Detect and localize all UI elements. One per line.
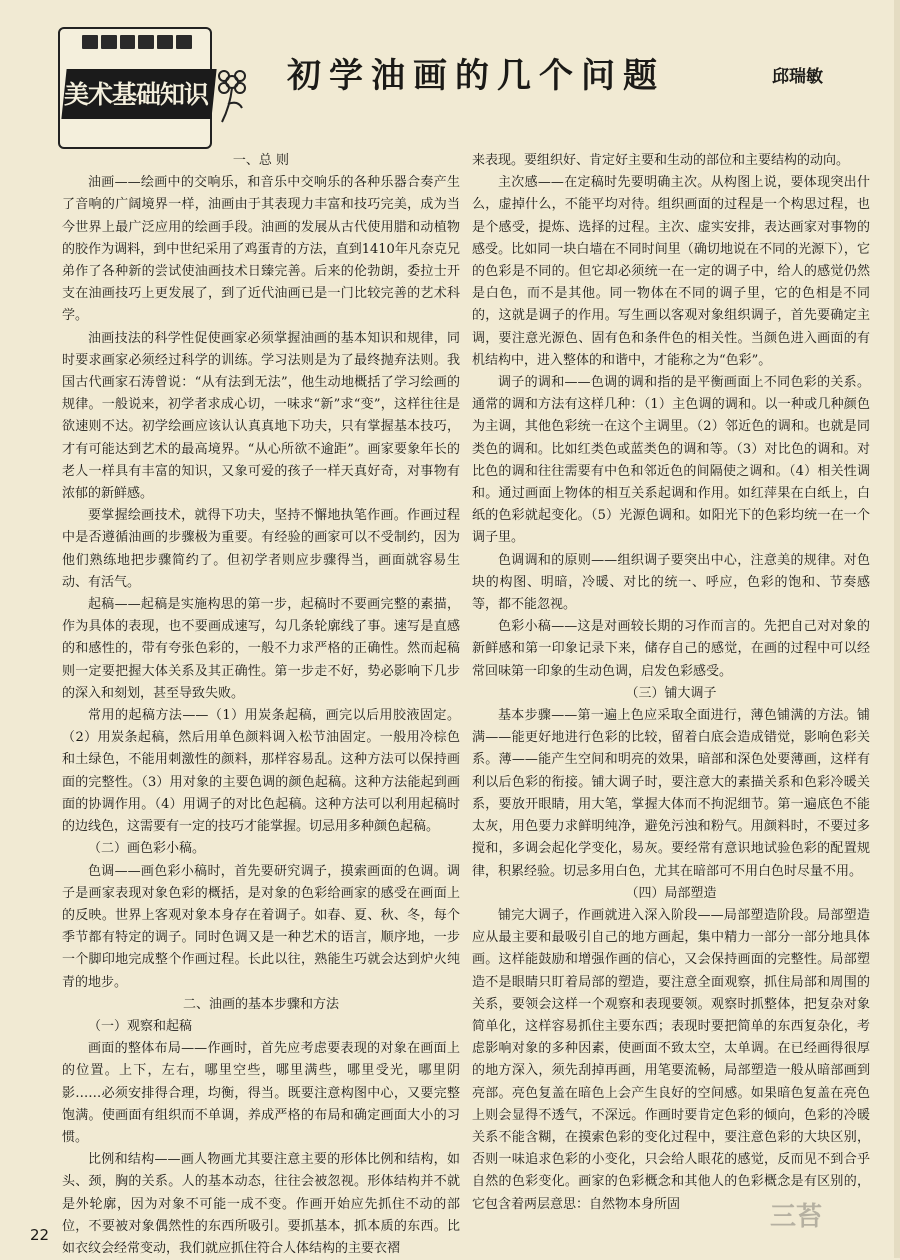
paragraph: 要掌握绘画技术，就得下功夫，坚持不懈地执笔作画。作画过程中是否遵循油画的步骤极为重要。有经验的画家可以不受制约，因为他们熟练地把步骤简约了。但初学者则应步骤得当，画面就容易生动、有活气。 [62, 508, 460, 590]
section-heading: （四）局部塑造 [625, 885, 717, 901]
paragraph: 色彩小稿——这是对画较长期的习作而言的。先把自己对对象的新鲜感和第一印象记录下来，储存自己的感觉，在画的过程中可以经常回味第一印象的生动色调，启发色彩感受。 [472, 619, 870, 679]
flower-icon [212, 66, 252, 126]
section-logo [58, 27, 212, 149]
section-heading: 一、总 则 [232, 153, 290, 168]
paragraph: 常用的起稿方法——（1）用炭条起稿，画完以后用胶液固定。（2）用炭条起稿，然后用单色颜料调入松节油固定。一般用冷棕色和土绿色，不能用刺激性的颜料，那样容易乱。这种方法可以保持画面的完整性。（3）用对象的主要色调的颜色起稿。这种方法能起到画面的协调作用。（4）用调子的对比色起稿。这种方法可以利用起稿时的边线色，这需要有一定的技巧才能掌握。切忌用多种颜色起稿。 [62, 708, 460, 835]
article-author: 邱瑞敏 [772, 67, 823, 87]
paragraph: 基本步骤——第一遍上色应采取全面进行，薄色铺满的方法。铺满——能更好地进行色彩的比较，留着白底会造成错觉，影响色彩关系。薄——能产生空间和明亮的效果，暗部和深色处要薄画，这样有利以后色彩的衔接。铺大调子时，要注意大的素描关系和色彩冷暖关系，要放开眼睛，用大笔，掌握大体而不拘泥细节。第一遍底色不能太灰，用色要力求鲜明纯净，避免污浊和粉气。用颜料时，不要过多搅和，多调会起化学变化，易灰。要经常有意识地试验色彩的配置规律，积累经验。切忌多用白色，尤其在暗部可不用白色时尽量不用。 [472, 708, 870, 879]
paragraph: （二）画色彩小稿。 [88, 841, 206, 857]
paragraph: 比例和结构——画人物画尤其要注意主要的形体比例和结构，如头、颈，胸的关系。人的基本动态，往往会被忽视。形体结构并不就是外轮廓，因为对象不可能一成不变。作画开始应先抓住不动的部位，不要被对象偶然性的东西所吸引。要抓基本，抓本质的东西。比如衣纹会经常变动，我们就应抓住符合人体结构的主要衣褶 [62, 1152, 460, 1256]
section-logo-text: 美术基础知识 [64, 80, 209, 109]
article-title: 初学油画的几个问题 [287, 56, 665, 96]
paragraph: 铺完大调子，作画就进入深入阶段——局部塑造阶段。局部塑造应从最主要和最吸引自己的地方画起，集中精力一部分一部分地具体画。这样能鼓励和增强作画的信心，又会保持画面的完整性。局部塑造不是眼睛只盯着局部的塑造，要注意全面观察，抓住局部和周围的关系，要领会这样一个观察和表现要领。观察时抓整体，把复杂对象简单化，这样容易抓住主要东西；表现时要把简单的东西复杂化，考虑影响对象的多种因素，使画面不致太空，太单调。在已经画得很厚的地方深入，须先刮掉再画，用笔要流畅，局部塑造一般从暗部画到亮部。亮色复盖在暗色上会产生良好的空间感。如果暗色复盖在亮色上则会显得不透气，不深远。作画时要肯定色彩的倾向，色彩的冷暖关系不能含糊，在摸索色彩的变化过程中，要注意色彩的大块区别，否则一味追求色彩的小变化，只会给人眼花的感觉，反而见不到合乎自然的色彩变化。画家的色彩概念和其他人的色彩概念是有区别的，它包含着两层意思：自然物本身所固 [472, 907, 870, 1212]
paragraph: 油画——绘画中的交响乐，和音乐中交响乐的各种乐器合奏产生了音响的广阔境界一样，油画由于其表现力丰富和技巧完美，成为当今世界上最广泛应用的绘画手段。油画的发展从古代使用腊和动植物的胶作为调料，到中世纪采用了鸡蛋青的方法，直到1410年凡奈克兄弟作了各种新的尝试使油画技术日臻完善。后来的伦勃朗，委拉士开支在油画技巧上更发展了，到了近代油画已是一门比较完善的艺术科学。 [62, 175, 460, 324]
paragraph: 起稿——起稿是实施构思的第一步，起稿时不要画完整的素描，作为具体的表现，也不要画成速写，勾几条轮廓线了事。速写是直感的和感性的，带有夸张色彩的，一般不力求严格的正确性。然而起稿则一定要把握大体关系及其正确性。第一步走不好，势必影响下几步的深入和刻划，甚至导致失败。 [62, 597, 460, 701]
right-text-column [472, 150, 870, 1230]
paragraph: 色调——画色彩小稿时，首先要研究调子，摸索画面的色调。调子是画家表现对象色彩的概括，是对象的色彩给画家的感受在画面上的反映。世界上客观对象本身存在着调子。如春、夏、秋、冬，每个季节都有特定的调子。同时色调又是一种艺术的语言，顺序地，一步一个脚印地完成整个作画过程。长此以往，熟能生巧就会达到炉火纯青的地步。 [62, 863, 460, 990]
film-strip-decoration [82, 35, 192, 49]
page-edge [894, 0, 900, 1258]
article-header [0, 0, 900, 150]
watermark-stamp: 三苔 [770, 1202, 823, 1232]
paragraph: 油画技法的科学性促使画家必须掌握油画的基本知识和规律，同时要求画家必须经过科学的训练。学习法则是为了最终抛弃法则。我国古代画家石涛曾说：“从有法到无法”，他生动地概括了学习绘画的规律。一般说来，初学者求成心切，一味求“新”求“变”，这样往往是欲速则不达。初学绘画应该认认真真地下功夫，只有掌握基本技巧，才有可能达到艺术的最高境界。“从心所欲不逾距”。画家要象年长的老人一样具有丰富的知识，又象可爱的孩子一样天真好奇，对事物有浓郁的新鲜感。 [62, 330, 460, 502]
paragraph: 主次感——在定稿时先要明确主次。从构图上说，要体现突出什么，虚掉什么，不能平均对待。组织画面的过程是一个构思过程，也是个感受，提炼、选择的过程。主次、虚实安排，表达画家对事物的感受。比如同一块白墙在不同时间里（确切地说在不同的光源下），它的色彩是不同的。但它却必须统一在一定的调子中，给人的感觉仍然是白色，而不是其他。同一物体在不同的调子里，它的色相是不同的，这就是调子的作用。写生画以客观对象组织调子，首先要确定主调，要注意光源色、固有色和条件色的相关性。当颜色进入画面的有机结构中，进入整体的和谐中，才能称之为“色彩”。 [472, 175, 870, 368]
page-number: 22 [30, 1226, 50, 1244]
left-text-column [62, 150, 460, 1256]
section-heading: 二、油画的基本步骤和方法 [182, 996, 339, 1012]
section-heading: （三）铺大调子 [625, 685, 717, 701]
paragraph: 色调调和的原则——组织调子要突出中心，注意美的规律。对色块的构图、明暗，冷暖、对比的统一、呼应，色彩的饱和、节奏感等，都不能忽视。 [472, 552, 870, 613]
paragraph: 来表现。要组织好、肯定好主要和生动的部位和主要结构的动向。 [472, 153, 850, 168]
paragraph: 画面的整体布局——作画时，首先应考虑要表现的对象在画面上的位置。上下，左右，哪里空些，哪里满些，哪里受光，哪里阴影……必须安排得合理，均衡，得当。既要注意构图中心，又要完整饱满。使画面有组织而不单调，养成严格的布局和确定画面大小的习惯。 [62, 1041, 460, 1145]
paragraph: 调子的调和——色调的调和指的是平衡画面上不同色彩的关系。通常的调和方法有这样几种：（1）主色调的调和。以一种或几种颜色为主调，其他色彩统一在这个主调里。（2）邻近色的调和。也就是同类色的调和。比如红类色或蓝类色的调和等。（3）对比色的调和。对比色的调和往往需要有中色和邻近色的间隔使之调和。（4）相关性调和。通过画面上物体的相互关系起调和作用。如红萍果在白纸上，白纸的色彩就起变化。（5）光源色调和。如阳光下的色彩均统一在一个调子里。 [472, 375, 870, 546]
paragraph: （一）观察和起稿 [88, 1018, 193, 1034]
